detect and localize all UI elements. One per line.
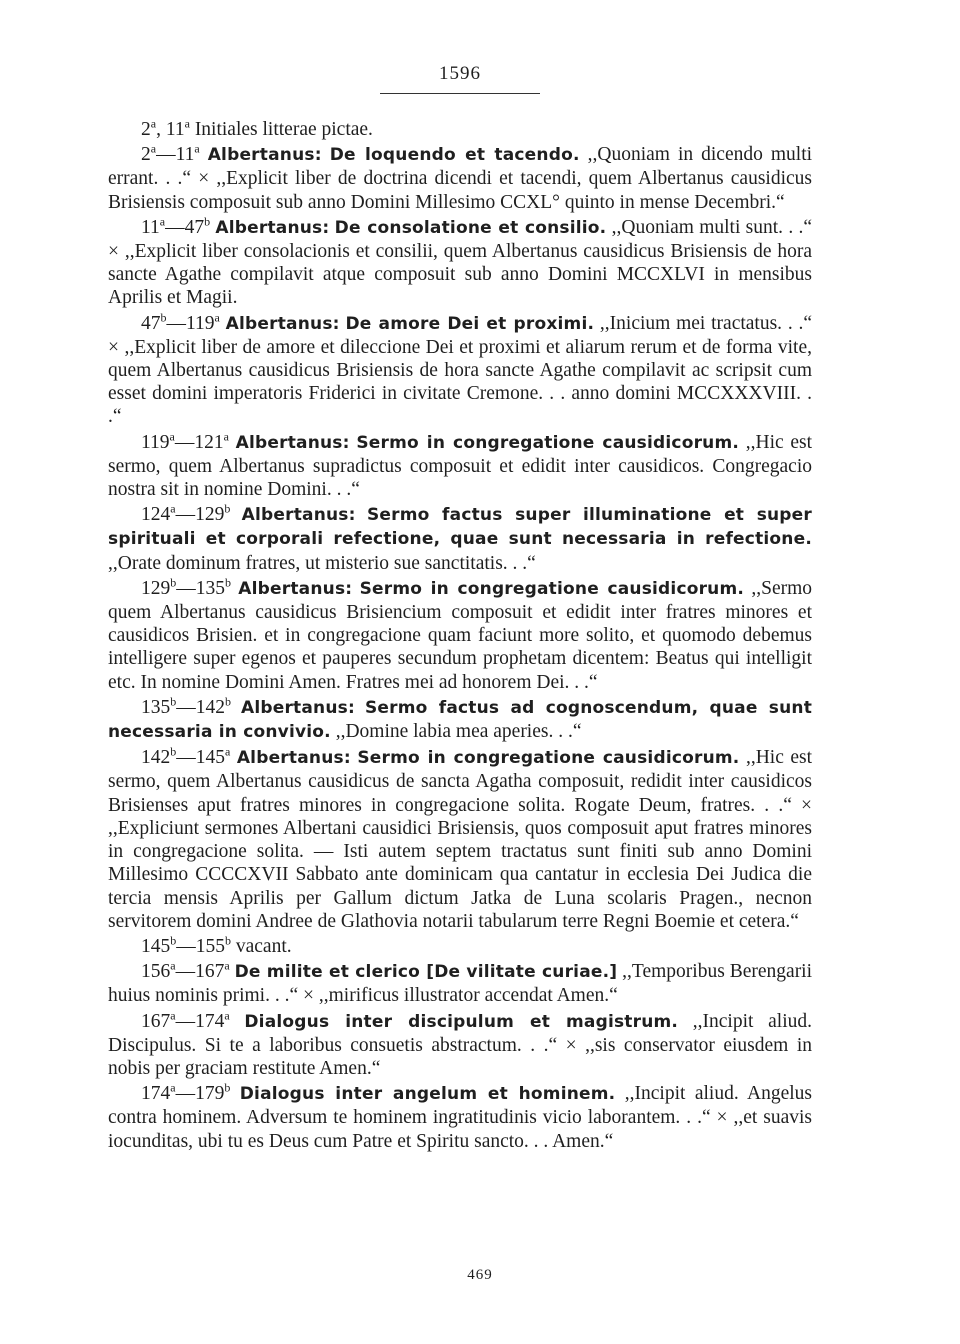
entry-author: Albertanus: xyxy=(225,313,340,334)
entry-text: ,,Quoniam multi sunt. . .“ × ,,Explicit liber consolacionis et consilii, quem Albertanus causidicus Brisiensis de hora sancte Agathe compilavit atque composuit sub anno Domini MCCXLVI in mensibus Aprilis et Magii. xyxy=(108,216,813,309)
entry-text: ,,Temporibus Berengarii huius nominis primi. . .“ × ,,mirificus illustrator accendat Amen.“ xyxy=(108,961,813,1007)
entry-text: ,,Quoniam in dicendo multi errant. . .“ × ,,Explicit liber de doctrina dicendi et tacendi, quem Albertanus causidicus Brisiensis composuit sub anno Domini Millesimo CCXL° quinto in mense Decembri.“ xyxy=(108,144,813,213)
catalog-entry xyxy=(108,312,812,429)
entry-author: Albertanus: xyxy=(241,505,356,526)
entry-title: Dialogus inter angelum et hominem. xyxy=(239,1084,616,1105)
entry-author: Albertanus: xyxy=(235,432,350,453)
folio-range: 145$^b$—155$^b$ xyxy=(141,933,231,957)
catalog-entry xyxy=(108,503,812,575)
folio-range: 2$^a$—11$^a$ xyxy=(141,141,200,166)
entry-title: De milite et clerico [De vilitate curiae.] xyxy=(234,962,618,983)
entry-author: Albertanus: xyxy=(207,145,322,166)
entry-title: Sermo factus super illuminatione et super spirituali et corporali refectione, quae sunt necessaria in refectione. xyxy=(108,505,812,550)
entry-title: De amore Dei et proximi. xyxy=(345,313,595,334)
catalog-entry xyxy=(108,960,812,1007)
footer-page-number: 469 xyxy=(467,1267,493,1283)
entry-text: ,,Hic est sermo, quem Albertanus supradictus composuit et edidit inter causidicos. Congregacio nostra sit in nomine Domini. . .“ xyxy=(108,431,812,501)
entry-text: Initiales litterae pictae. xyxy=(189,119,373,140)
folio-range: 2$^a$, 11$^a$ xyxy=(141,116,190,140)
catalog-entry xyxy=(108,118,812,141)
entry-title: Sermo in congregatione causidicorum. xyxy=(356,432,740,453)
folio-range: 167$^a$—174$^a$ xyxy=(141,1008,230,1032)
catalog-entry xyxy=(108,746,812,933)
entry-author: Albertanus: xyxy=(240,697,355,718)
entry-title: De loquendo et tacendo. xyxy=(329,145,580,166)
catalog-entries xyxy=(108,118,812,1155)
folio-range: 47$^b$—119$^a$ xyxy=(141,310,220,334)
entry-text: ,,Incipit aliud. Angelus contra hominem. Adversum te hominem ingratitudinis vicio laborantem. . .“ × ,,et suavis iocunditas, ubi tu es Deus cum Patre et Spiritu sancto. . . Amen.“ xyxy=(108,1083,813,1152)
entry-title: Sermo in congregatione causidicorum. xyxy=(359,578,745,599)
entry-text: vacant. xyxy=(231,935,292,957)
entry-text: ,,Orate dominum fratres, ut misterio sue sanctitatis. . .“ xyxy=(108,552,536,574)
folio-range: 156$^a$—167$^a$ xyxy=(141,958,230,983)
catalog-entry xyxy=(108,577,812,694)
catalog-entry xyxy=(108,1082,812,1153)
entry-title: Dialogus inter discipulum et magistrum. xyxy=(244,1011,679,1032)
entry-author: Albertanus: xyxy=(236,748,351,769)
header-rule xyxy=(380,93,540,94)
entry-title: De consolatione et consilio. xyxy=(334,217,607,238)
entry-text: ,,Hic est sermo, quem Albertanus causidicus de sancta Agatha composuit, redidit inter causidicos Brisienses aput fratres minores in congregacione solita. Rogate Deum, fratres. . .“ × ,,Expliciunt sermones Albertani causidici Brisiensis, quos composuit aput fratres minores in congregacione solita. — Isti autem septem tractatus sunt finiti sub anno Domini Millesimo CCCCXVII Sabbato ante dominicam qua cantatur in ecclesia Dei Judica die tercia mensis Aprilis per Gallum dictum Jatka de Luna scolaris Pragen., necnon servitorem domini Andree de Glathovia notarii tabularum terre Regni Boemie et cetera.“ xyxy=(108,747,813,932)
folio-range: 129$^b$—135$^b$ xyxy=(141,575,231,599)
entry-text: ,,Inicium mei tractatus. . .“ × ,,Explicit liber de amore et dileccione Dei et proximi et aliarum rerum et de forma vite, quem Albertanus causidicus Brisiensis de hora sancte Agathe compilavit ac scripsit cum esset domini imperatoris Friderici in civitate Cremone. . . anno domini MCCXXXVIII. . .“ xyxy=(108,312,813,428)
catalog-entry xyxy=(108,216,812,310)
entry-text: ,,Domine labia mea aperies. . .“ xyxy=(335,721,582,743)
entry-title: Sermo factus ad cognoscendum, quae sunt necessaria in convivio. xyxy=(108,697,813,743)
folio-range: 119$^a$—121$^a$ xyxy=(141,429,229,453)
entry-text: ,,Incipit aliud. Discipulus. Si te a laboribus consuetis abstractum. . .“ × ,,sis conservator eiusdem in nobis per graciam restitute Amen.“ xyxy=(108,1010,812,1079)
entry-text: ,,Sermo quem Albertanus causidicus Brisiencium composuit et edidit inter fratres minores et causidicos Brisien. et in congregacione quam faciunt more solito, et quomodo debemus intelligere super egenos et pauperes secundum prophetam dicentem: Beatus qui intelligit etc. In nomine Domini Amen. Fratres mei ad honorem Dei. . .“ xyxy=(108,577,813,693)
entry-author: Albertanus: xyxy=(215,217,330,238)
running-page-number: 1596 xyxy=(439,63,481,84)
folio-range: 124$^a$—129$^b$ xyxy=(141,501,231,526)
folio-range: 174$^a$—179$^b$ xyxy=(141,1080,231,1105)
catalog-entry xyxy=(108,935,812,958)
folio-range: 142$^b$—145$^a$ xyxy=(141,744,231,769)
catalog-entry xyxy=(108,1010,812,1081)
catalog-entry xyxy=(108,696,812,744)
catalog-entry xyxy=(108,431,812,502)
entry-title: Sermo in congregatione causidicorum. xyxy=(357,748,740,769)
catalog-entry xyxy=(108,143,812,214)
entry-author: Albertanus: xyxy=(238,578,353,599)
folio-range: 135$^b$—142$^b$ xyxy=(141,694,231,718)
folio-range: 11$^a$—47$^b$ xyxy=(141,214,211,238)
